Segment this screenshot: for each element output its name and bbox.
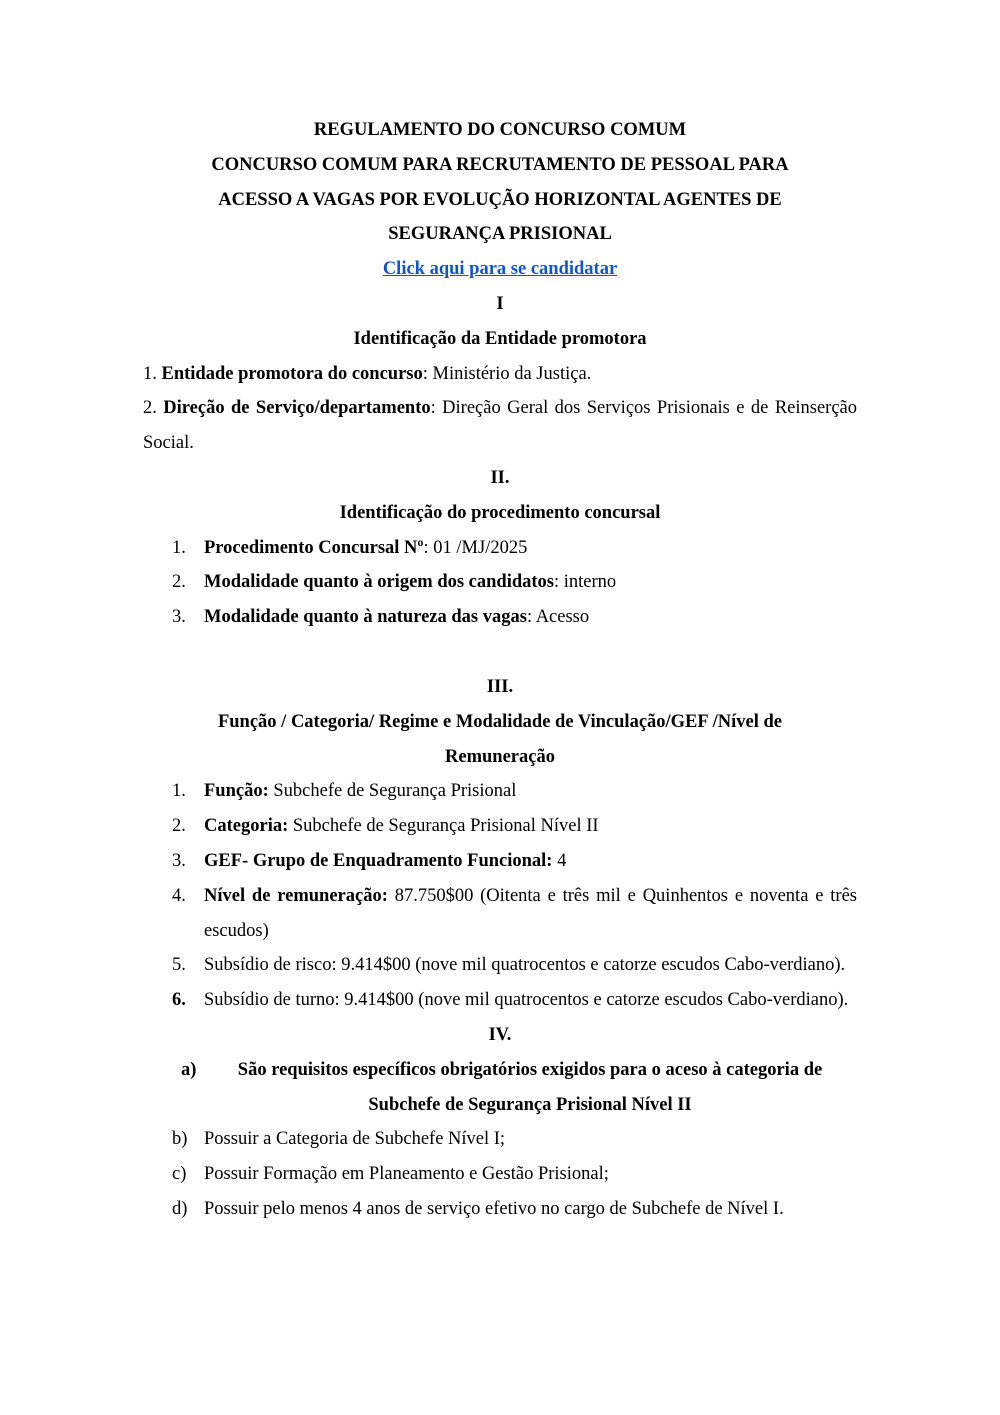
item-label: Entidade promotora do concurso	[161, 363, 423, 384]
section-4-numeral: IV.	[488, 1024, 512, 1045]
doc-title-line-3: ACESSO A VAGAS POR EVOLUÇÃO HORIZONTAL AGENTES DE	[218, 189, 782, 210]
section-3-heading-line-2: Remuneração	[445, 746, 555, 767]
item-value: : Direção Geral dos Serviços Prisionais e de Reinserção Social.	[143, 398, 858, 454]
item-value: 4	[552, 850, 567, 871]
item-value: 87.750$00 (Oitenta e três mil e Quinhentos e noventa e três escudos)	[204, 885, 857, 941]
doc-title-line-1: REGULAMENTO DO CONCURSO COMUM	[313, 120, 687, 140]
item-number: 2.	[143, 398, 157, 419]
section-2-item-1	[143, 531, 857, 566]
item-letter: a)	[181, 1059, 197, 1080]
item-number: 6.	[172, 990, 186, 1011]
item-value: Subsídio de risco: 9.414$00 (nove mil quatrocentos e catorze escudos Cabo-verdiano).	[204, 955, 846, 976]
item-number: 1.	[172, 537, 186, 558]
doc-title-line-4: SEGURANÇA PRISIONAL	[388, 224, 612, 245]
spacer	[143, 635, 857, 670]
section-2-heading: Identificação do procedimento concursal	[339, 502, 661, 523]
section-3-item-6	[143, 983, 857, 1018]
item-value: Subchefe de Segurança Prisional	[268, 781, 517, 802]
section-2-numeral: II.	[490, 467, 510, 488]
requirements-heading-line-2: Subchefe de Segurança Prisional Nível II	[368, 1094, 692, 1115]
item-number: 4.	[172, 885, 186, 906]
item-label: Modalidade quanto à origem dos candidatos	[204, 572, 555, 593]
section-2-item-3	[143, 600, 857, 635]
section-4-item-c	[143, 1157, 857, 1192]
item-label: Modalidade quanto à natureza das vagas	[204, 607, 527, 628]
section-3-item-3	[143, 844, 857, 879]
section-3-item-4	[143, 879, 857, 949]
item-label: Função:	[204, 781, 269, 802]
item-letter: b)	[172, 1129, 188, 1150]
item-number: 2.	[172, 572, 186, 593]
item-text: Possuir Formação em Planeamento e Gestão Prisional;	[204, 1164, 609, 1185]
section-3-heading-line-1: Função / Categoria/ Regime e Modalidade de Vinculação/GEF /Nível de	[217, 711, 783, 732]
section-4-item-d	[143, 1192, 857, 1227]
section-1-numeral: I	[496, 293, 504, 314]
item-number: 1.	[172, 781, 186, 802]
item-text: Possuir pelo menos 4 anos de serviço efetivo no cargo de Subchefe de Nível I.	[204, 1198, 784, 1219]
item-value: Subchefe de Segurança Prisional Nível II	[288, 816, 599, 837]
section-1-item-2	[143, 391, 857, 461]
item-number: 2.	[172, 816, 186, 837]
item-label: Categoria:	[204, 816, 289, 837]
item-value: : Ministério da Justiça.	[422, 363, 592, 384]
item-label: Procedimento Concursal Nº	[204, 537, 424, 558]
item-label: GEF- Grupo de Enquadramento Funcional:	[204, 850, 553, 871]
item-number: 3.	[172, 607, 186, 628]
section-4-requirements-heading	[143, 1053, 857, 1123]
section-2-item-2	[143, 565, 857, 600]
item-number: 3.	[172, 850, 186, 871]
requirements-heading-line-1: São requisitos específicos obrigatórios exigidos para o aceso à categoria de	[237, 1059, 823, 1080]
item-value: Subsídio de turno: 9.414$00 (nove mil quatrocentos e catorze escudos Cabo-verdiano).	[204, 990, 849, 1011]
section-3-item-5	[143, 948, 857, 983]
item-number: 5.	[172, 955, 186, 976]
section-3-item-1	[143, 774, 857, 809]
item-letter: d)	[172, 1198, 188, 1219]
section-3-numeral: III.	[486, 676, 514, 697]
apply-link-row	[143, 252, 857, 287]
item-value: : Acesso	[526, 607, 590, 628]
section-1-item-1	[143, 357, 857, 392]
item-number: 1.	[143, 363, 157, 384]
item-label: Direção de Serviço/departamento	[163, 398, 431, 419]
item-label: Nível de remuneração:	[204, 885, 388, 906]
section-3-item-2	[143, 809, 857, 844]
item-letter: c)	[172, 1164, 187, 1185]
section-1-heading: Identificação da Entidade promotora	[353, 328, 647, 349]
item-value: : interno	[554, 572, 617, 593]
section-4-item-b	[143, 1122, 857, 1157]
item-value: : 01 /MJ/2025	[423, 537, 528, 558]
apply-link[interactable]: Click aqui para se candidatar	[382, 259, 618, 280]
item-text: Possuir a Categoria de Subchefe Nível I;	[204, 1129, 506, 1150]
doc-title-line-2: CONCURSO COMUM PARA RECRUTAMENTO DE PESSOAL PARA	[211, 154, 789, 175]
